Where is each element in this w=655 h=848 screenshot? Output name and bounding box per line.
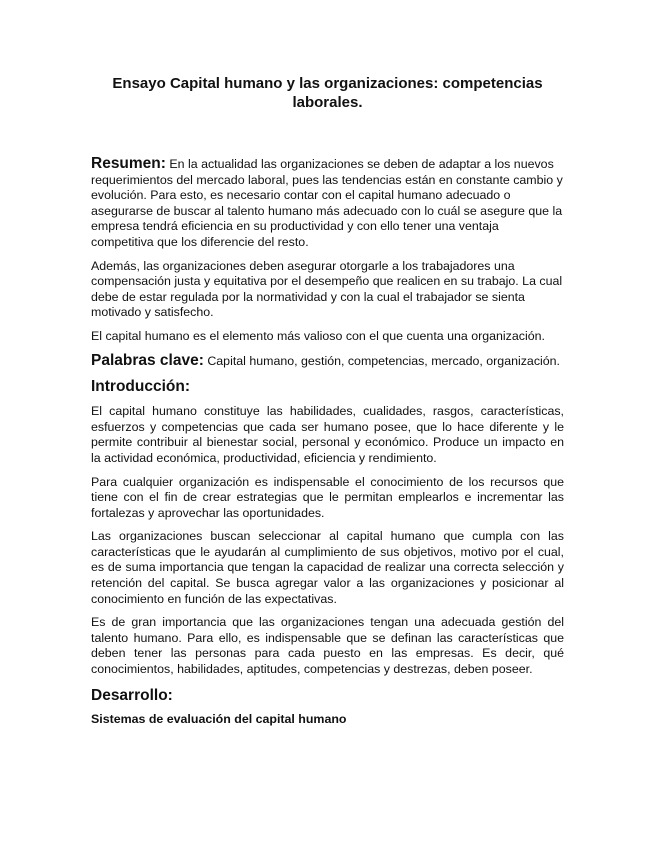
development-heading: Desarrollo: xyxy=(91,686,173,704)
introduction-paragraph-2: Para cualquier organización es indispensable el conocimiento de los recursos que tiene con el fin de crear estrategias que le permitan emplearlos e incrementar las fortalezas y aprovechar las oportunidades. xyxy=(91,474,564,520)
introduction-heading: Introducción: xyxy=(91,378,191,396)
abstract-paragraph-3: El capital humano es el elemento más valioso con el que cuenta una organización. xyxy=(91,328,545,343)
abstract-label: Resumen: xyxy=(91,155,166,172)
keywords-paragraph xyxy=(91,353,564,370)
keywords-label: Palabras clave: xyxy=(91,351,204,369)
introduction-paragraph-4: Es de gran importancia que las organizaciones tengan una adecuada gestión del talento humano. Para ello, es indispensable que se definan las características que deben tener las personas para cada puesto en las empresas. Es decir, qué conocimientos, habilidades, aptitudes, competencias y destrezas, deben poseer. xyxy=(91,615,564,677)
abstract-text-1: En la actualidad las organizaciones se deben de adaptar a los nuevos requerimientos del mercado laboral, pues las tendencias están en constante cambio y evolución. Para esto, es necesario contar con el capital humano adecuado o asegurarse de buscar al talento humano más adecuado con lo cuál se asegure que la empresa tendrá eficiencia en su productividad y con ello tener una ventaja competitiva que los diferencie del resto. xyxy=(91,157,563,249)
document-title: Ensayo Capital humano y las organizaciones: competencias laborales. xyxy=(112,75,543,111)
abstract-paragraph-2: Además, las organizaciones deben asegurar otorgarle a los trabajadores una compensación justa y equitativa por el desempeño que realicen en su trabajo. La cual debe de estar regulada por la normatividad y con la cual el trabajador se sienta motivado y satisfecho. xyxy=(91,258,563,320)
introduction-paragraph-1: El capital humano constituye las habilidades, cualidades, rasgos, características, esfuerzos y competencias que cada ser humano posee, que lo hace diferente y le permite contribuir al bienestar social, personal y económico. Produce un impacto en la actividad económica, productividad, eficiencia y rendimiento. xyxy=(91,404,564,465)
keywords-text: Capital humano, gestión, competencias, mercado, organización. xyxy=(207,353,560,368)
development-subheading: Sistemas de evaluación del capital humano xyxy=(91,711,347,726)
introduction-paragraph-3: Las organizaciones buscan seleccionar al capital humano que cumpla con las características que le ayudarán al cumplimiento de sus objetivos, motivo por el cual, es de suma importancia que tengan la capacidad de realizar una correcta selección y retención del capital. Se busca agregar valor a las organizaciones y posicionar al conocimiento en función de las expectativas. xyxy=(91,529,564,606)
abstract-paragraph-1 xyxy=(91,156,564,251)
